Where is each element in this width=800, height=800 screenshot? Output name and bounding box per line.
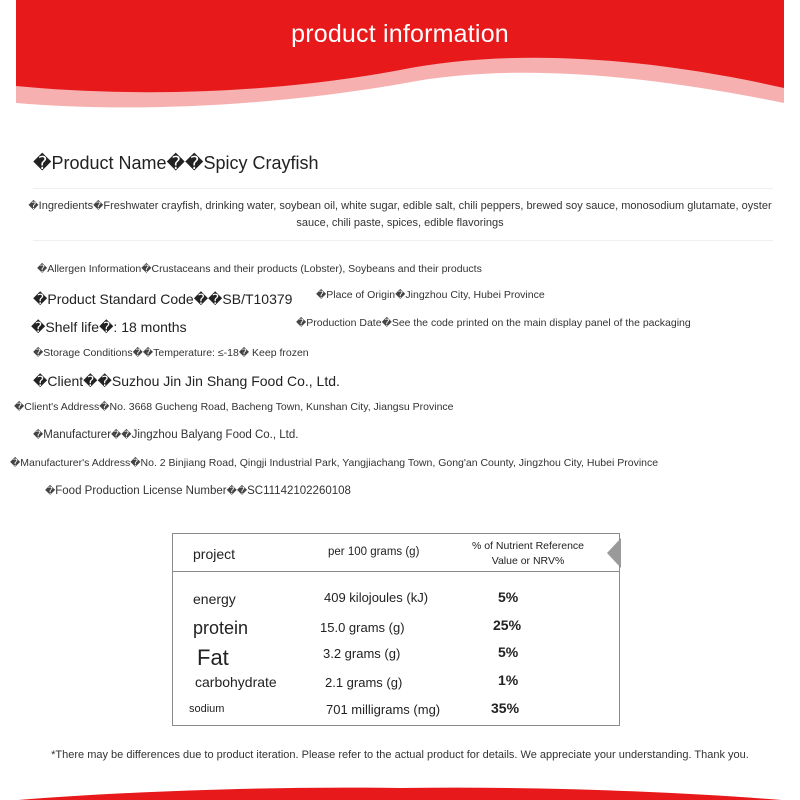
nutrition-table bbox=[172, 533, 620, 726]
license-label: Food Production License Number bbox=[55, 485, 227, 497]
divider bbox=[33, 240, 773, 241]
ingredients-value: Freshwater crayfish, drinking water, soybean oil, white sugar, edible salt, chili peppers, brewed soy sauce, monosodium glutamate, oyster sauce, chili paste, spices, edible flavorings bbox=[103, 200, 772, 229]
table-header-nrv: % of Nutrient Reference Value or NRV% bbox=[471, 540, 585, 567]
ingredients-line bbox=[12, 198, 788, 231]
glyph: � bbox=[395, 290, 406, 301]
standard-code-line bbox=[33, 291, 292, 308]
table-header-project: project bbox=[193, 546, 236, 562]
glyph: � bbox=[193, 291, 209, 307]
glyph: � bbox=[238, 348, 250, 359]
client-address-value: No. 3668 Gucheng Road, Bacheng Town, Kunshan City, Jiangsu Province bbox=[109, 401, 454, 413]
shelf-life-line bbox=[31, 319, 187, 336]
client-line bbox=[33, 373, 340, 390]
glyph: � bbox=[185, 153, 204, 173]
client-label: Client bbox=[47, 373, 84, 389]
glyph: � bbox=[296, 318, 307, 329]
footer-wave-shape bbox=[0, 780, 800, 800]
glyph: � bbox=[28, 201, 39, 212]
standard-code-label: Product Standard Code bbox=[47, 291, 194, 307]
license-value: SC11142102260108 bbox=[247, 485, 351, 497]
row-name: energy bbox=[193, 591, 236, 607]
manufacturer-line bbox=[33, 429, 298, 441]
row-nrv: 25% bbox=[493, 617, 522, 633]
origin-value: Jingzhou City, Hubei Province bbox=[405, 289, 545, 301]
header-title: product information bbox=[291, 20, 509, 48]
product-name-label: Product Name bbox=[51, 153, 167, 173]
row-name: protein bbox=[193, 618, 249, 638]
client-value: Suzhou Jin Jin Shang Food Co., Ltd. bbox=[111, 373, 340, 389]
allergen-label: Allergen Information bbox=[47, 263, 142, 275]
product-name-value: Spicy Crayfish bbox=[203, 153, 319, 173]
glyph: � bbox=[316, 290, 327, 301]
header-banner bbox=[0, 0, 800, 130]
row-amount: 409 kilojoules (kJ) bbox=[324, 590, 429, 605]
production-date-line bbox=[296, 317, 691, 329]
row-nrv: 1% bbox=[498, 672, 519, 688]
table-header-divider bbox=[173, 571, 619, 572]
row-amount: 701 milligrams (mg) bbox=[326, 702, 441, 717]
row-name: sodium bbox=[189, 703, 225, 715]
origin-line bbox=[316, 289, 545, 301]
glyph: � bbox=[111, 430, 122, 441]
divider bbox=[33, 188, 773, 189]
row-name: carbohydrate bbox=[195, 674, 277, 690]
glyph: � bbox=[142, 348, 154, 359]
glyph: � bbox=[33, 291, 48, 307]
manufacturer-address-line bbox=[10, 457, 658, 469]
manufacturer-address-label: Manufacturer's Address bbox=[20, 457, 131, 469]
glyph: � bbox=[31, 319, 46, 335]
glyph: � bbox=[97, 373, 112, 389]
row-amount: 15.0 grams (g) bbox=[320, 620, 405, 635]
glyph: � bbox=[99, 319, 114, 335]
manufacturer-label: Manufacturer bbox=[43, 429, 112, 441]
production-date-label: Production Date bbox=[306, 317, 382, 329]
glyph: � bbox=[99, 402, 110, 413]
manufacturer-address-value: No. 2 Binjiang Road, Qingji Industrial Park, Yangjiachang Town, Gong'an County, Jingzhou City, Hubei Province bbox=[140, 457, 659, 469]
storage-value-2: Keep frozen bbox=[249, 347, 309, 359]
client-address-label: Client's Address bbox=[24, 401, 100, 413]
product-name-line bbox=[33, 153, 319, 174]
row-nrv: 5% bbox=[498, 589, 519, 605]
allergen-value: Crustaceans and their products (Lobster), Soybeans and their products bbox=[151, 263, 482, 275]
glyph: � bbox=[93, 201, 104, 212]
storage-label: Storage Conditions bbox=[43, 347, 133, 359]
glyph: � bbox=[166, 153, 185, 173]
row-nrv: 5% bbox=[498, 644, 519, 660]
row-nrv: 35% bbox=[491, 700, 520, 716]
glyph: � bbox=[33, 153, 52, 173]
glyph: � bbox=[45, 486, 56, 497]
standard-code-value: SB/T10379 bbox=[222, 291, 293, 307]
row-name: Fat bbox=[197, 645, 229, 670]
origin-label: Place of Origin bbox=[326, 289, 396, 301]
glyph: � bbox=[33, 430, 44, 441]
manufacturer-value: Jingzhou Balyang Food Co., Ltd. bbox=[131, 429, 299, 441]
footer-note: *There may be differences due to product iteration. Please refer to the actual product for details. We appreciate your understanding. Thank you. bbox=[51, 749, 749, 761]
glyph: � bbox=[236, 486, 248, 497]
glyph: � bbox=[10, 458, 21, 469]
glyph: � bbox=[14, 402, 25, 413]
client-address-line bbox=[14, 401, 454, 413]
glyph: � bbox=[208, 291, 223, 307]
table-header-per100g: per 100 grams (g) bbox=[328, 546, 420, 558]
glyph: � bbox=[33, 348, 44, 359]
glyph: � bbox=[83, 373, 98, 389]
glyph: � bbox=[381, 318, 392, 329]
glyph: � bbox=[132, 348, 143, 359]
shelf-life-label: Shelf life bbox=[45, 319, 100, 335]
production-date-value: See the code printed on the main display panel of the packaging bbox=[391, 317, 691, 329]
ingredients-label: Ingredients bbox=[38, 200, 94, 212]
glyph: � bbox=[141, 264, 152, 275]
glyph: � bbox=[130, 458, 141, 469]
glyph: � bbox=[121, 430, 132, 441]
shelf-life-value: : 18 months bbox=[113, 319, 187, 335]
corner-triangle-icon bbox=[605, 538, 621, 568]
glyph: � bbox=[33, 373, 48, 389]
storage-line bbox=[33, 347, 309, 359]
storage-value: Temperature: ≤-18 bbox=[153, 347, 239, 359]
allergen-line bbox=[37, 263, 482, 275]
row-amount: 3.2 grams (g) bbox=[323, 646, 401, 661]
glyph: � bbox=[37, 264, 48, 275]
glyph: � bbox=[226, 486, 237, 497]
row-amount: 2.1 grams (g) bbox=[325, 675, 403, 690]
license-line bbox=[45, 485, 351, 497]
